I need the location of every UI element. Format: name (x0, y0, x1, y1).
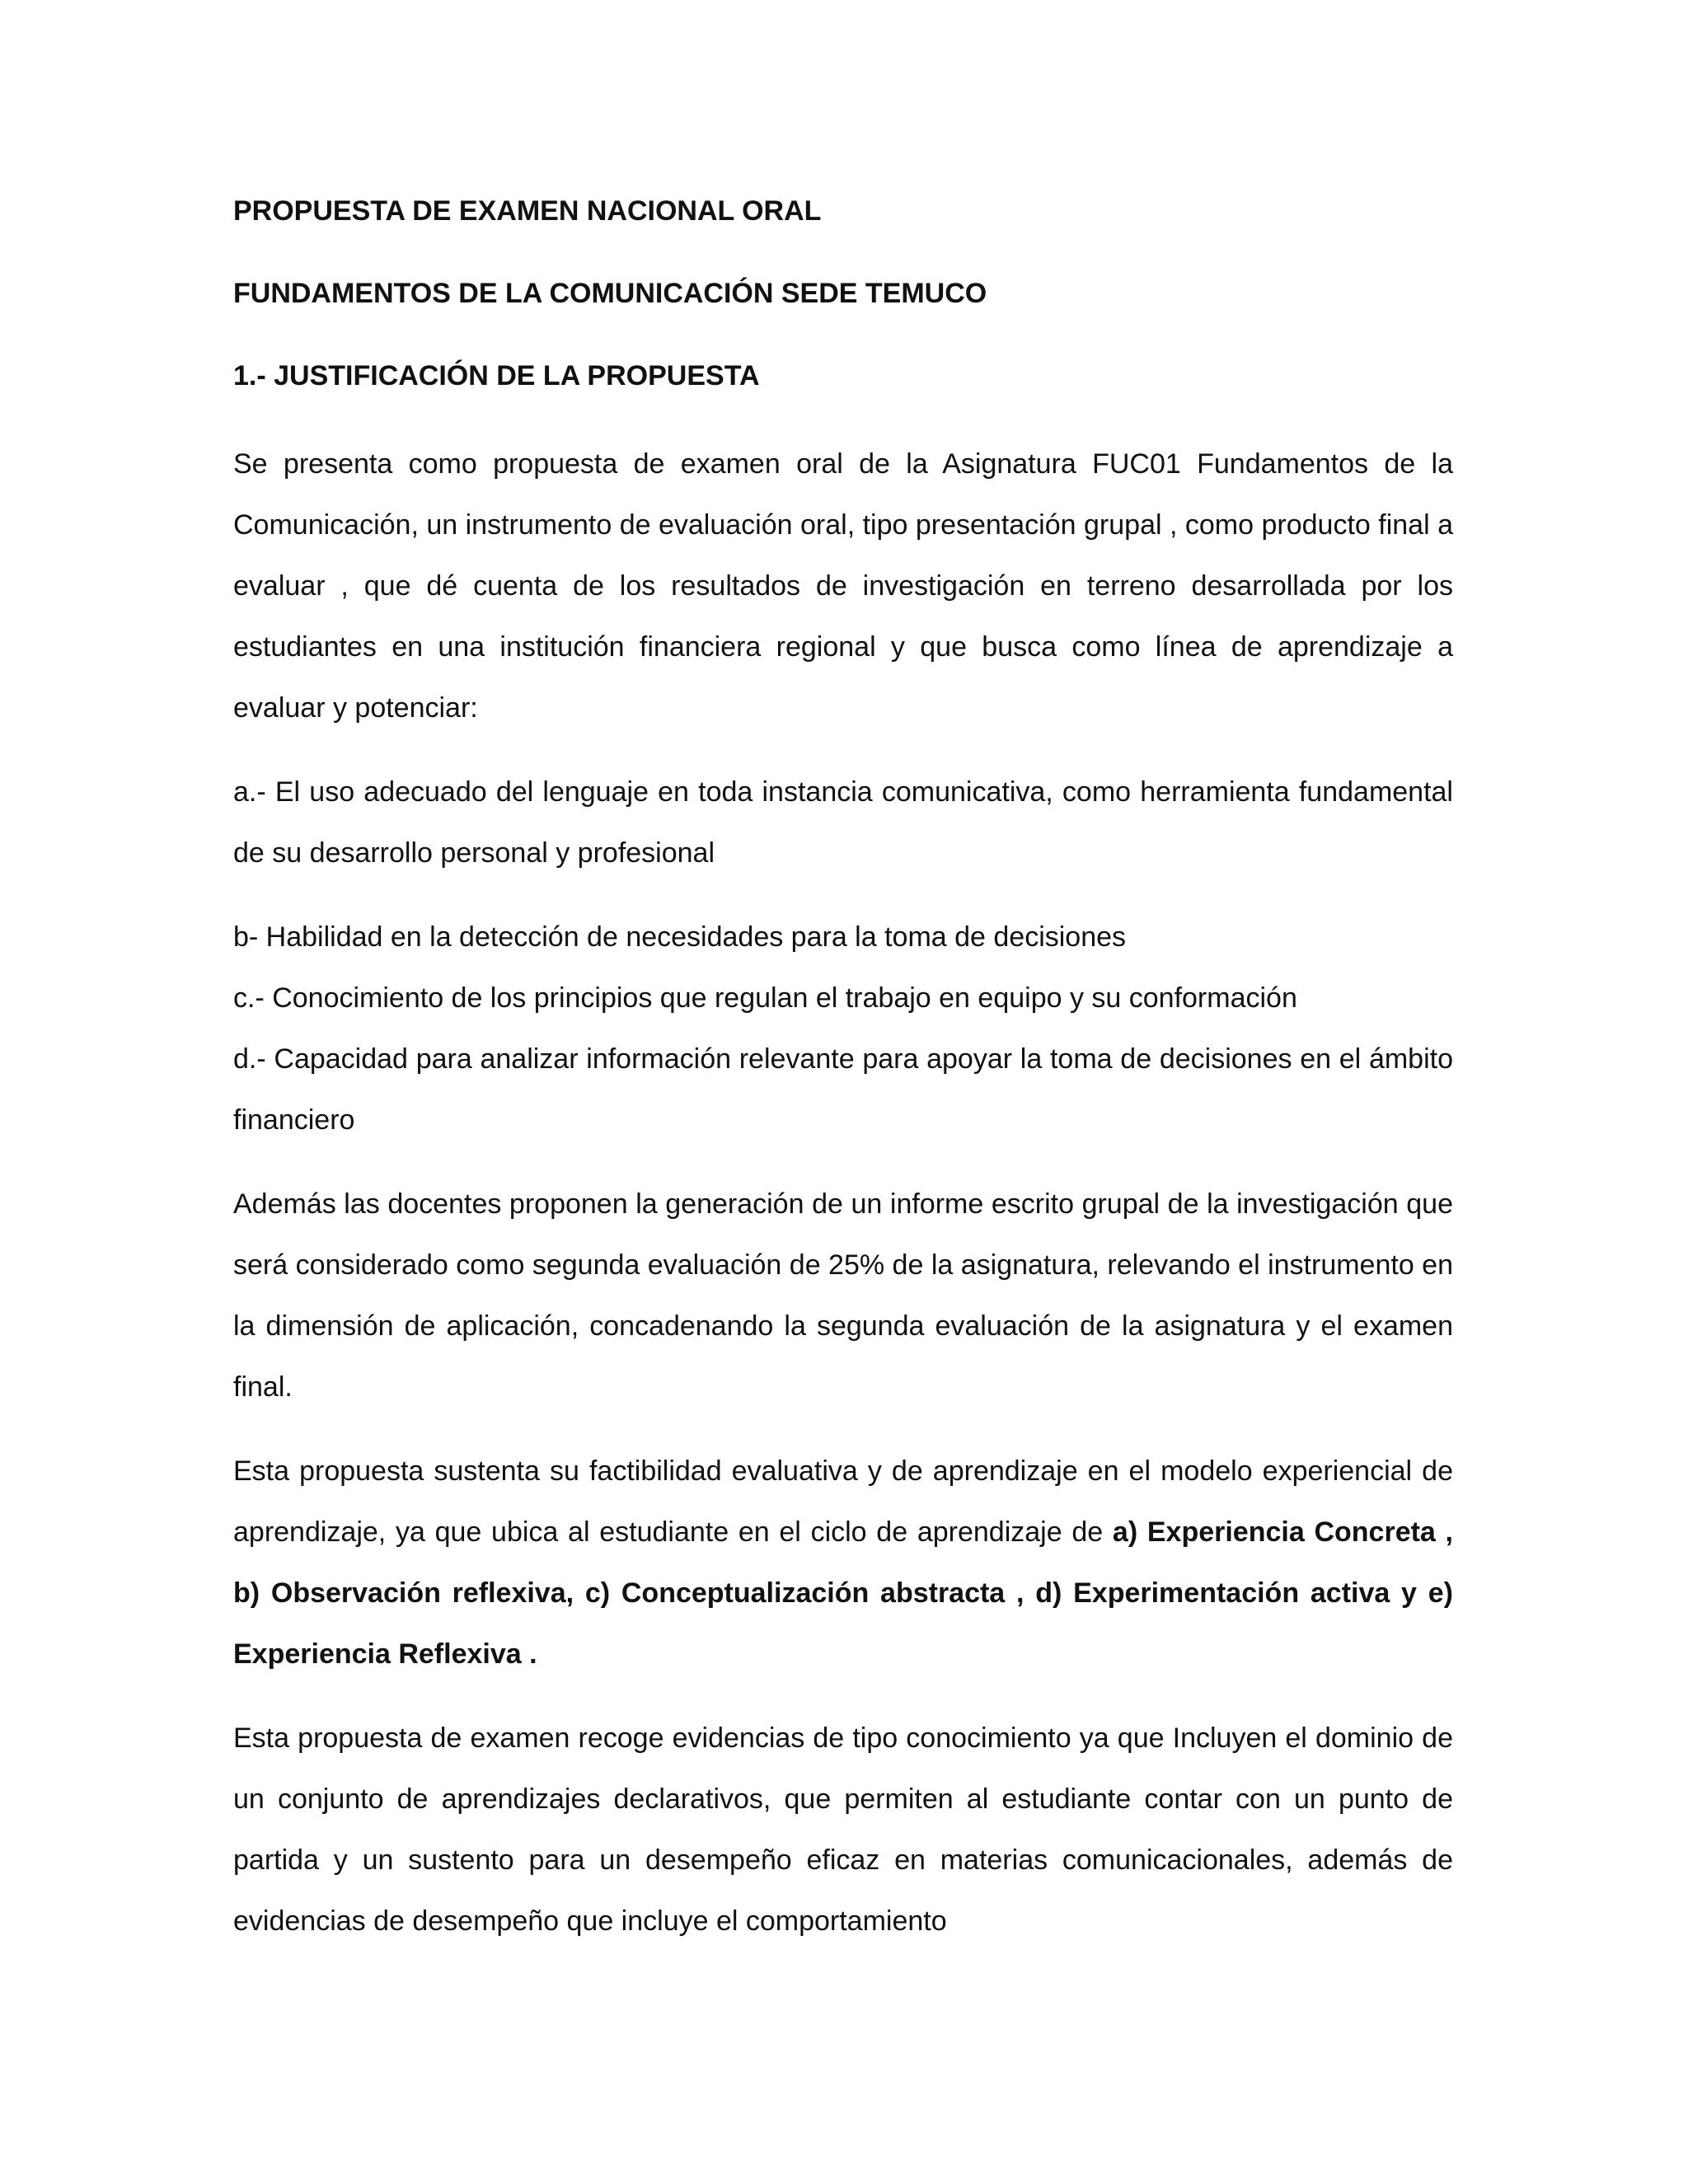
paragraph-model-text: Esta propuesta sustenta su factibilidad evaluativa y de aprendizaje en el modelo experiencial de aprendizaje, ya que ubica al estudiante en el ciclo de aprendizaje de (233, 1455, 1453, 1548)
list-item-d: d.- Capacidad para analizar información relevante para apoyar la toma de decisiones en el ámbito financiero (233, 1043, 1453, 1136)
paragraph-ademas: Además las docentes proponen la generación de un informe escrito grupal de la investigación que será considerado como segunda evaluación de 25% de la asignatura, relevando el instrumento en la dimensión de aplicación, concadenando la segunda evaluación de la asignatura y el examen final. (233, 1188, 1453, 1403)
paragraph-evidence: Esta propuesta de examen recoge evidencias de tipo conocimiento ya que Incluyen el dominio de un conjunto de aprendizajes declarativos, que permiten al estudiante contar con un punto de partida y un sustento para un desempeño eficaz en materias comunicacionales, además de evidencias de desempeño que incluye el comportamiento (233, 1722, 1453, 1937)
document-body (233, 194, 1453, 1952)
list-item-a: a.- El uso adecuado del lenguaje en toda instancia comunicativa, como herramienta fundamental de su desarrollo personal y profesional (233, 776, 1453, 869)
learning-cycle-stages: a) Experiencia Concreta , b) Observación reflexiva, c) Conceptualización abstracta , d) Experimentación activa y e) Experiencia Reflexiva . (233, 1516, 1454, 1670)
exam-title-heading: PROPUESTA DE EXAMEN NACIONAL ORAL (233, 195, 822, 227)
list-item-c: c.- Conocimiento de los principios que regulan el trabajo en equipo y su conformación (233, 982, 1297, 1014)
paragraph-model (233, 1441, 1453, 1685)
intro-paragraph: Se presenta como propuesta de examen oral de la Asignatura FUC01 Fundamentos de la Comunicación, un instrumento de evaluación oral, tipo presentación grupal , como producto final a evaluar , que dé cuenta de los resultados de investigación en terreno desarrollada por los estudiantes en una institución financiera regional y que busca como línea de aprendizaje a evaluar y potenciar: (233, 448, 1453, 724)
course-heading: FUNDAMENTOS DE LA COMUNICACIÓN SEDE TEMUCO (233, 278, 987, 309)
section-justification-heading: 1.- JUSTIFICACIÓN DE LA PROPUESTA (233, 360, 760, 391)
list-item-b: b- Habilidad en la detección de necesidades para la toma de decisiones (233, 921, 1127, 953)
